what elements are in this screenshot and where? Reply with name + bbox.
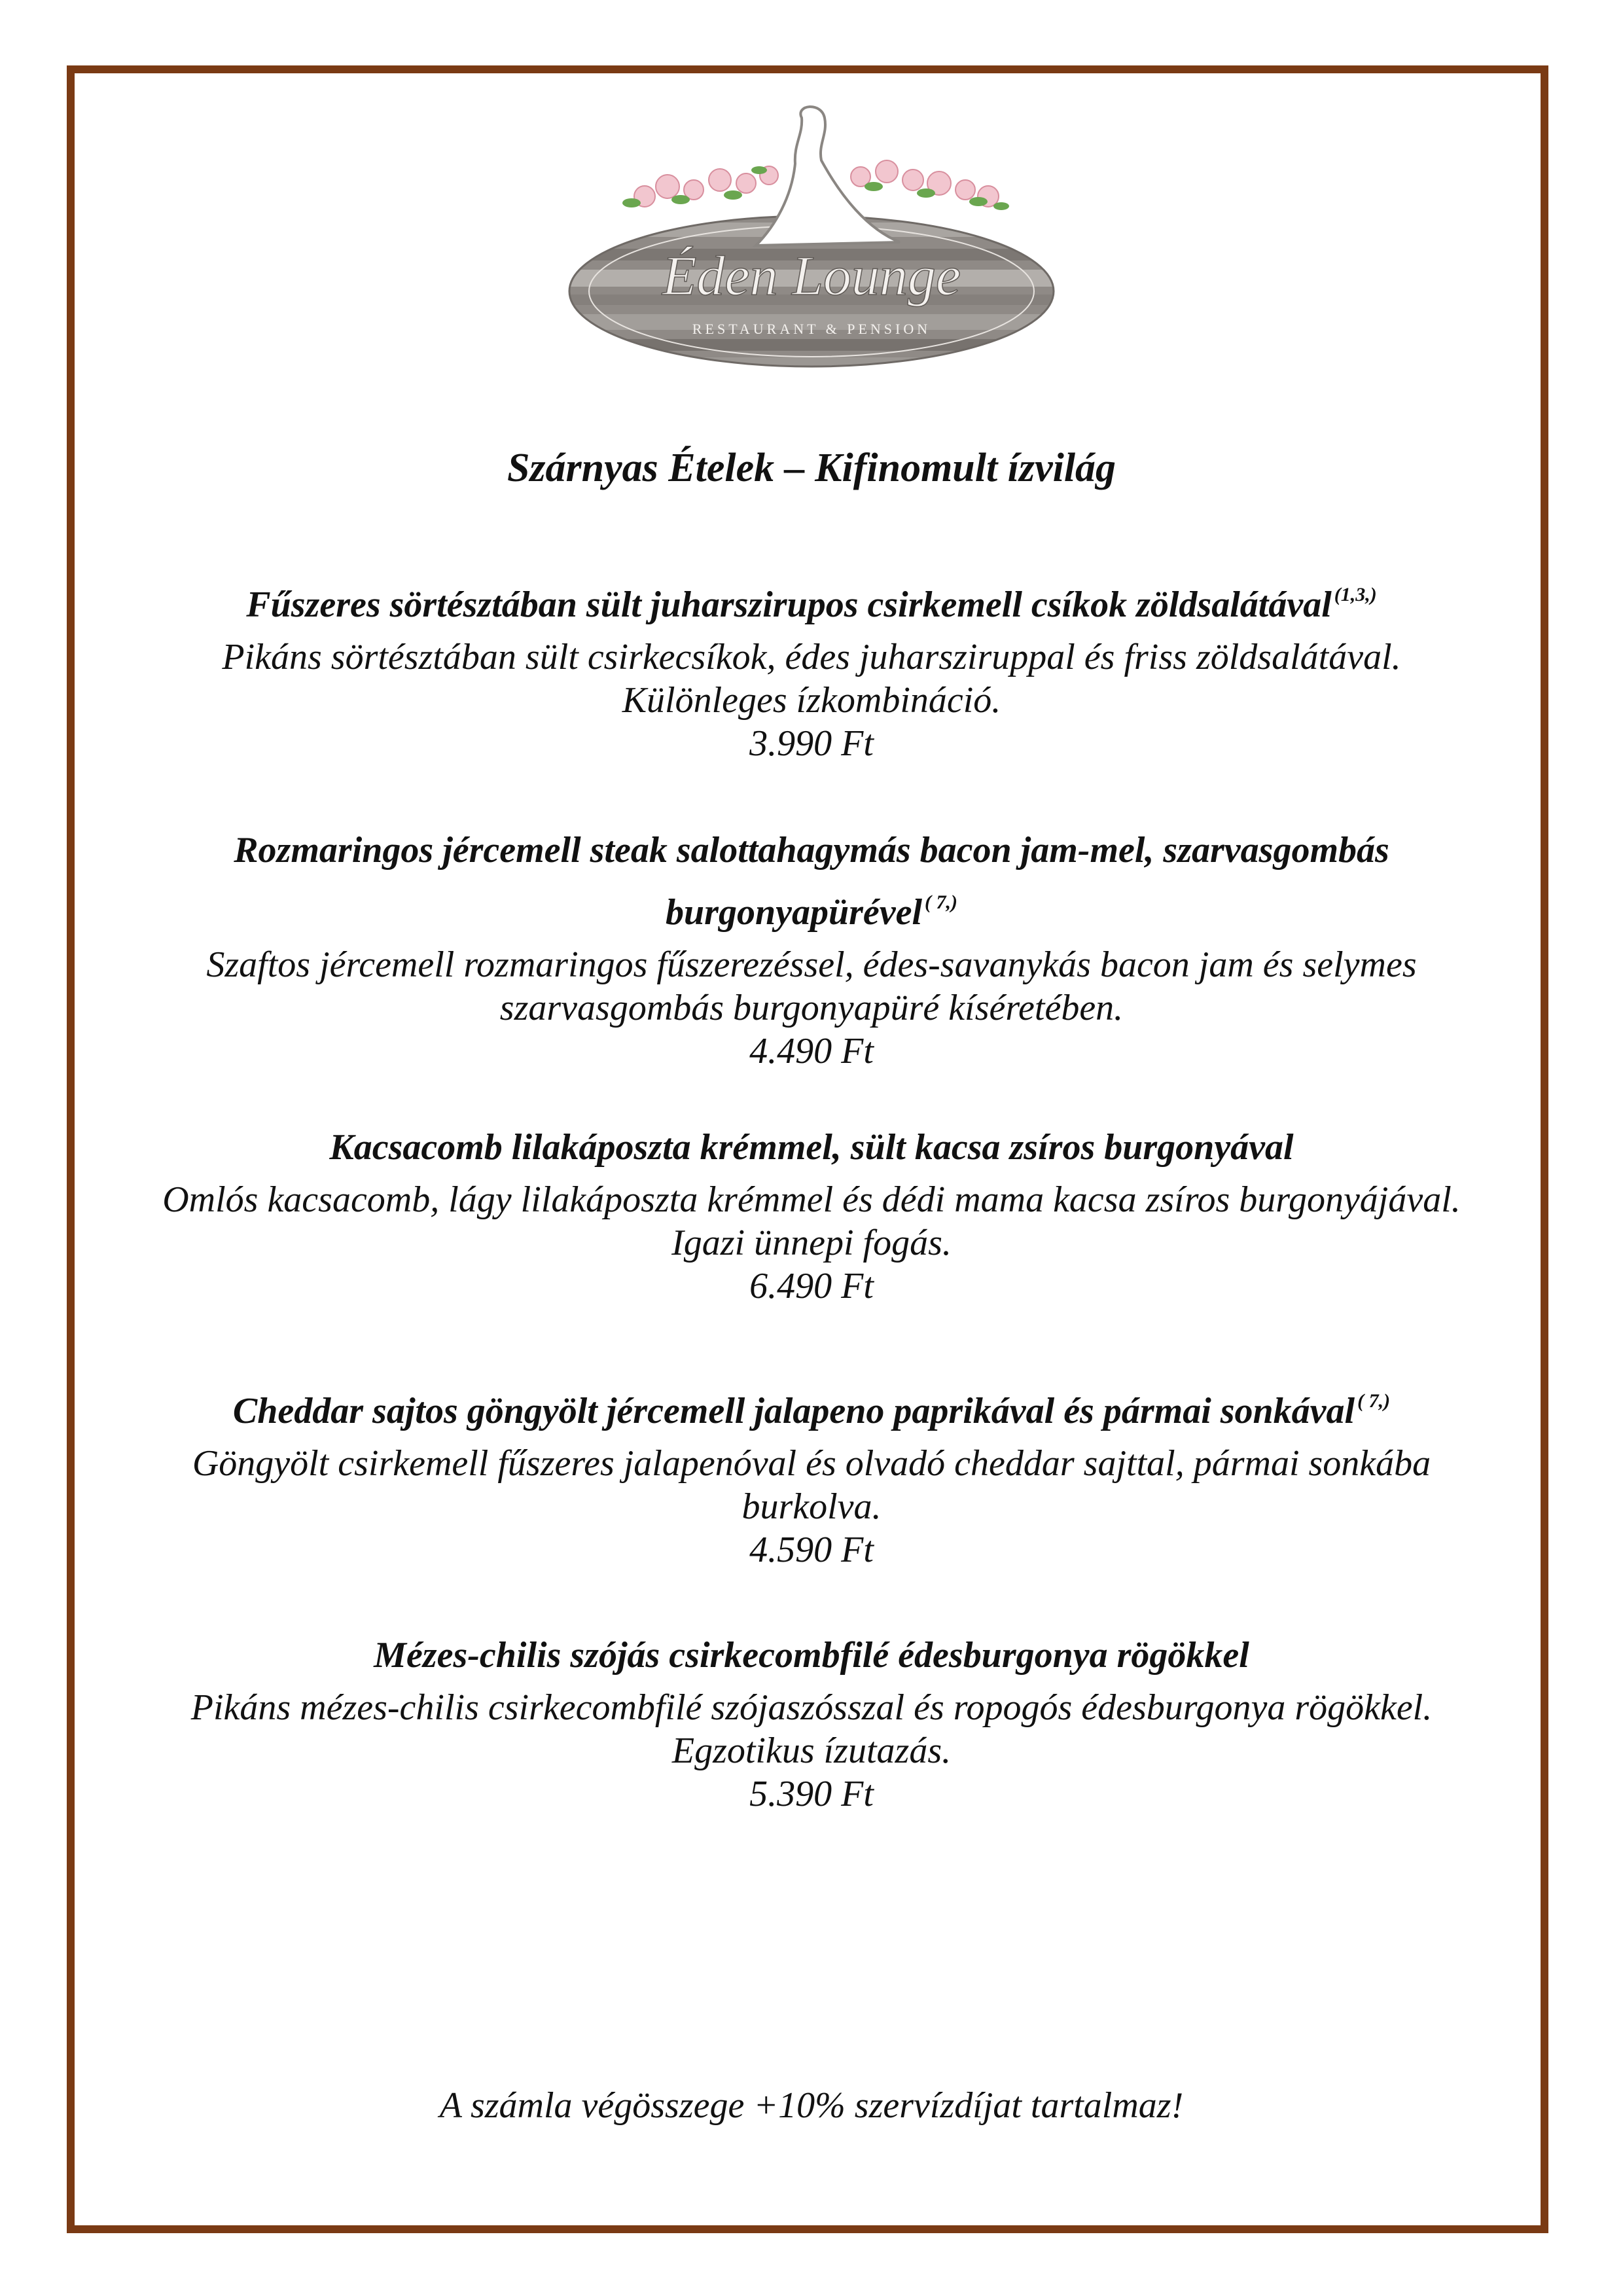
section-title: Szárnyas Ételek – Kifinomult ízvilág [507,446,1116,490]
menu-item-name: Mézes-chilis szójás csirkecombfilé édesburgonya rögökkel [374,1635,1249,1676]
menu-item-name: Cheddar sajtos göngyölt jércemell jalapeno paprikával és pármai sonkával [232,1391,1355,1431]
menu-item-price: 3.990 Ft [749,723,874,764]
menu-item-name: Fűszeres sörtésztában sült juharszirupos csirkemell csíkok zöldsalátával [246,584,1332,625]
menu-item-name-line [157,1380,1466,1442]
menu-item-allergens: ( 7,) [925,891,957,913]
menu-item-description: Göngyölt csirkemell fűszeres jalapenóval és olvadó cheddar sajttal, pármai sonkába burkolva. [192,1443,1431,1527]
menu-item-description: Omlós kacsacomb, lágy lilakáposzta krémmel és dédi mama kacsa zsíros burgonyájával. Igazi ünnepi fogás. [162,1179,1461,1263]
eden-lounge-logo [560,98,1063,380]
menu-item [157,1634,1466,1816]
menu-item-allergens: ( 7,) [1357,1390,1391,1412]
menu-item [157,573,1466,765]
menu-item-name-line [157,1126,1466,1178]
menu-item-name: Rozmaringos jércemell steak salottahagymás bacon jam-mel, szarvasgombás burgonyapürével [234,830,1389,933]
menu-item-price: 4.590 Ft [749,1530,874,1570]
menu-item-description: Pikáns sörtésztában sült csirkecsíkok, édes juharsziruppal és friss zöldsalátával. Különleges ízkombináció. [222,637,1401,721]
menu-item-name-line [157,573,1466,636]
menu-item-description: Pikáns mézes-chilis csirkecombfilé szójaszósszal és ropogós édesburgonya rögökkel. Egzotikus ízutazás. [190,1687,1433,1771]
menu-item-allergens: (1,3,) [1334,584,1377,605]
logo-subtitle: RESTAURANT & PENSION [692,321,931,337]
menu-item-price: 5.390 Ft [749,1774,874,1814]
menu-item-description: Szaftos jércemell rozmaringos fűszerezéssel, édes-savanykás bacon jam és selymes szarvasgombás burgonyapüré kíséretében. [206,944,1417,1028]
menu-item-price: 4.490 Ft [749,1031,874,1071]
menu-item-name-line [157,829,1466,943]
menu-item [157,1126,1466,1308]
menu-item [157,829,1466,1073]
menu-item-name: Kacsacomb lilakáposzta krémmel, sült kacsa zsíros burgonyával [329,1127,1294,1168]
menu-item-name-line [157,1634,1466,1686]
menu-item [157,1380,1466,1571]
logo-name: Éden Lounge [662,244,961,307]
service-charge-note: A számla végösszege +10% szervízdíjat tartalmaz! [439,2085,1184,2126]
menu-item-price: 6.490 Ft [749,1266,874,1306]
